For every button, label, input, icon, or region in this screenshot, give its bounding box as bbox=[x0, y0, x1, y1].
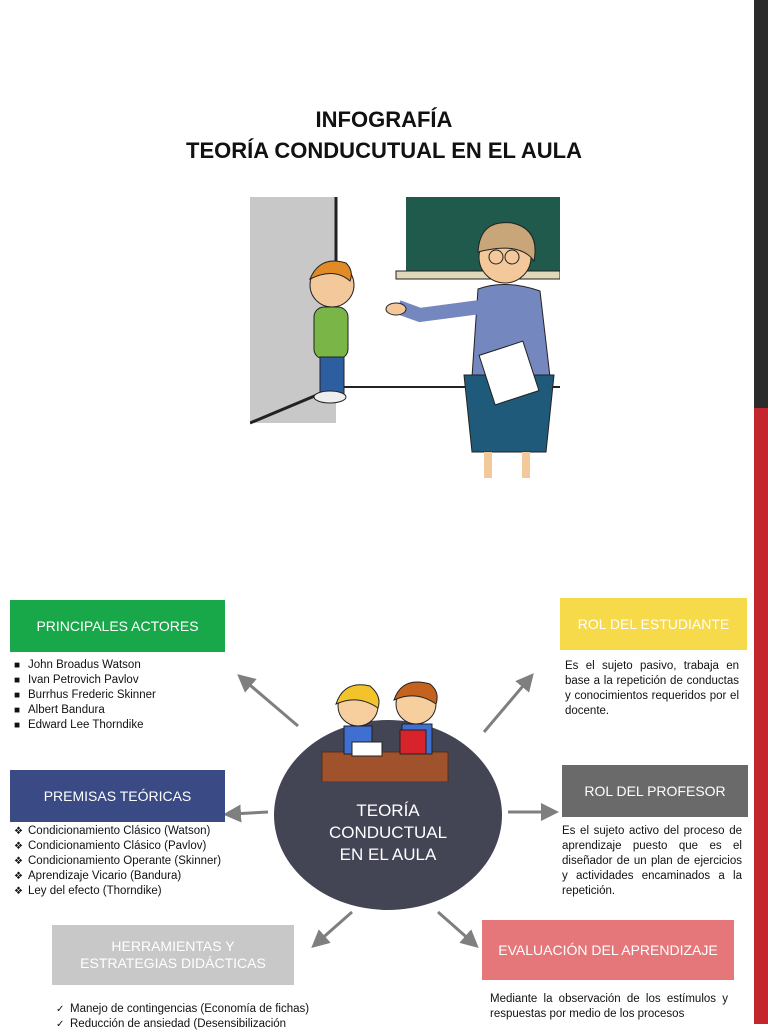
list-item: ✓ Reducción de ansiedad (Desensibilización bbox=[56, 1018, 287, 1030]
herramientas-header-line-1: HERRAMIENTAS Y bbox=[111, 938, 235, 954]
students-illustration bbox=[318, 676, 452, 782]
list-item: ✓ Manejo de contingencias (Economía de fichas) bbox=[56, 1003, 310, 1015]
central-title-line-2: CONDUCTUAL bbox=[328, 823, 448, 842]
list-item: ❖ Ley del efecto (Thorndike) bbox=[14, 885, 162, 897]
estudiante-text: Es el sujeto pasivo, trabaja en base a la repetición de conductas y conocimientos requeridos por el docente. bbox=[565, 660, 739, 717]
premisas-header bbox=[10, 770, 225, 822]
actores-list bbox=[14, 658, 234, 733]
list-item: ❖ Condicionamiento Operante (Skinner) bbox=[14, 855, 222, 867]
list-item: ❖ Condicionamiento Clásico (Watson) bbox=[14, 825, 211, 837]
list-item: ■ John Broadus Watson bbox=[14, 659, 141, 671]
premisas-list bbox=[14, 824, 246, 899]
list-item: ■ Ivan Petrovich Pavlov bbox=[14, 674, 139, 686]
estudiante-header-label: ROL DEL ESTUDIANTE bbox=[577, 615, 730, 632]
list-item: ❖ Condicionamiento Clásico (Pavlov) bbox=[14, 840, 207, 852]
evaluacion-header-label: EVALUACIÓN DEL APRENDIZAJE bbox=[498, 941, 718, 958]
profesor-text: Es el sujeto activo del proceso de aprendizaje puesto que es el diseñador de un plan de ejercicios y actividades encaminados a la repetición. bbox=[562, 825, 742, 897]
title-line-2: TEORÍA CONDUCUTUAL EN EL AULA bbox=[186, 138, 582, 163]
evaluacion-header bbox=[482, 920, 734, 980]
list-item: ■ Edward Lee Thorndike bbox=[14, 719, 144, 731]
herramientas-header bbox=[52, 925, 294, 985]
herramientas-list bbox=[56, 1002, 356, 1032]
premisas-header-label: PREMISAS TEÓRICAS bbox=[43, 787, 192, 804]
central-title-line-3: EN EL AULA bbox=[339, 845, 437, 864]
actores-header-label: PRINCIPALES ACTORES bbox=[36, 617, 199, 634]
title-line-1: INFOGRAFÍA bbox=[315, 107, 453, 132]
estudiante-header bbox=[560, 598, 747, 650]
herramientas-header-line-2: ESTRATEGIAS DIDÁCTICAS bbox=[80, 955, 266, 971]
central-title-line-1: TEORÍA bbox=[356, 801, 420, 820]
central-title bbox=[274, 800, 502, 866]
list-item: ■ Burrhus Frederic Skinner bbox=[14, 689, 156, 701]
profesor-header-label: ROL DEL PROFESOR bbox=[584, 782, 726, 799]
actores-header bbox=[10, 600, 225, 652]
list-item: ■ Albert Bandura bbox=[14, 704, 105, 716]
evaluacion-text: Mediante la observación de los estímulos y respuestas por medio de los procesos bbox=[490, 993, 728, 1020]
list-item: ❖ Aprendizaje Vicario (Bandura) bbox=[14, 870, 182, 882]
profesor-header bbox=[562, 765, 748, 817]
